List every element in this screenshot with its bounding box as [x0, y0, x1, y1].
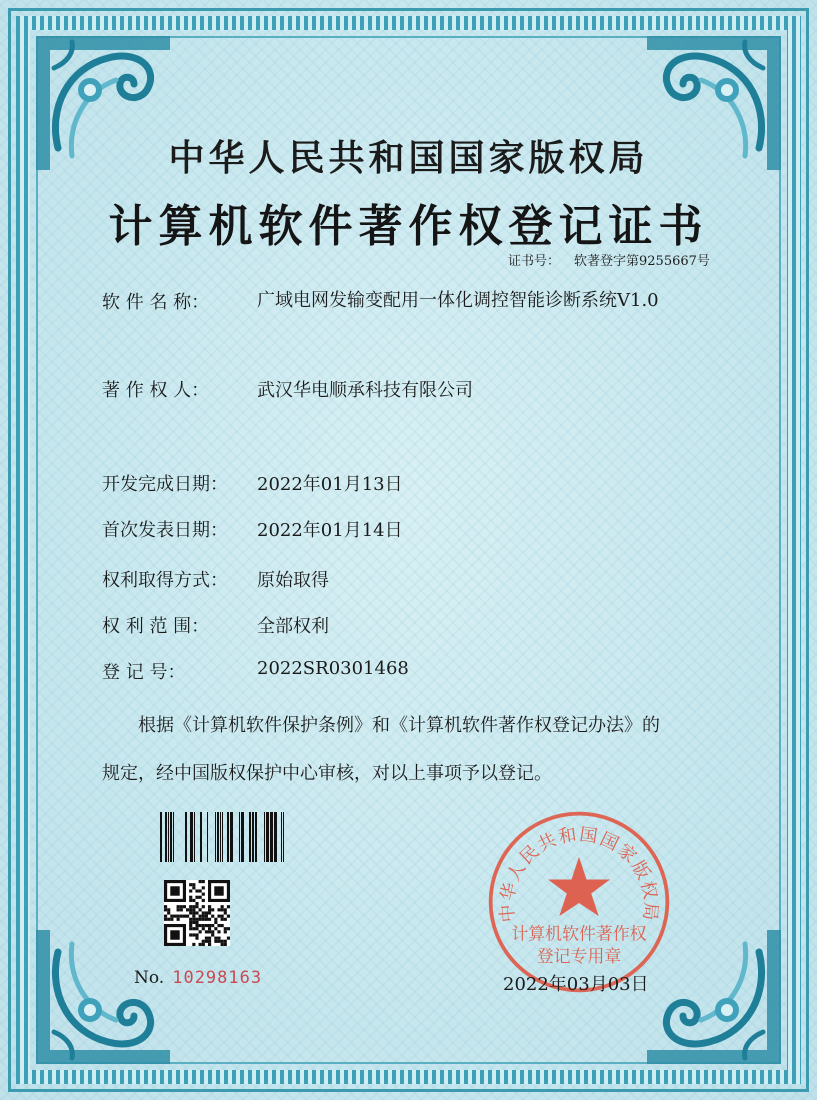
barcode-bar: [173, 812, 174, 862]
barcode-bar: [217, 812, 219, 862]
serial-number: [134, 968, 262, 988]
qr-module: [199, 915, 202, 918]
qr-module: [214, 937, 217, 940]
qr-module: [221, 943, 224, 946]
qr-module: [164, 918, 167, 921]
barcode-bar: [170, 812, 172, 862]
qr-module: [192, 899, 195, 902]
software-name-row: [102, 288, 677, 314]
barcode-bar: [264, 812, 265, 862]
qr-code-icon: [164, 880, 230, 946]
qr-module: [177, 915, 180, 918]
publish-date-row: [102, 516, 403, 542]
issue-date: 2022年03月03日: [503, 974, 649, 995]
qr-module: [167, 911, 170, 914]
barcode-bar: [239, 812, 240, 862]
qr-module: [211, 924, 214, 927]
qr-module: [224, 940, 227, 943]
barcode-bar: [266, 812, 269, 862]
qr-module: [202, 893, 205, 896]
registration-label: 登 记 号：: [102, 662, 186, 683]
owner-value: 武汉华电顺承科技有限公司: [257, 380, 473, 401]
qr-module: [195, 921, 198, 924]
qr-module: [189, 933, 192, 936]
qr-module: [192, 905, 195, 908]
qr-module: [192, 883, 195, 886]
qr-module: [224, 911, 227, 914]
qr-module: [183, 915, 186, 918]
qr-module: [214, 940, 217, 943]
qr-module: [170, 930, 179, 939]
owner-label: 著 作 权 人：: [102, 380, 210, 401]
qr-module: [195, 927, 198, 930]
qr-module: [217, 908, 220, 911]
qr-module: [227, 905, 230, 908]
barcode-bar: [220, 812, 221, 862]
qr-module: [224, 943, 227, 946]
qr-module: [189, 908, 192, 911]
barcode-bar: [252, 812, 254, 862]
qr-module: [202, 943, 205, 946]
barcode-bar: [241, 812, 244, 862]
qr-module: [205, 924, 208, 927]
barcode-bar: [274, 812, 277, 862]
qr-module: [199, 880, 202, 883]
qr-module: [214, 918, 217, 921]
qr-module: [189, 896, 192, 899]
qr-module: [189, 899, 192, 902]
qr-module: [202, 886, 205, 889]
qr-module: [208, 930, 211, 933]
qr-module: [189, 918, 192, 921]
dev-date-label: 开发完成日期：: [102, 474, 228, 495]
qr-module: [180, 905, 183, 908]
seal-line-2: 登记专用章: [536, 946, 622, 967]
qr-module: [164, 908, 167, 911]
qr-module: [205, 918, 208, 921]
barcode-bar: [185, 812, 187, 862]
qr-module: [199, 889, 202, 892]
qr-module: [205, 915, 208, 918]
qr-module: [224, 927, 227, 930]
software-name-label: 软 件 名 称：: [102, 292, 210, 313]
qr-module: [214, 886, 223, 895]
barcode-bar: [249, 812, 251, 862]
barcode-bar: [207, 812, 208, 862]
qr-module: [192, 921, 195, 924]
qr-module: [192, 908, 195, 911]
qr-module: [192, 933, 195, 936]
qr-module: [227, 915, 230, 918]
barcode-bar: [194, 812, 195, 862]
qr-module: [170, 918, 173, 921]
qr-module: [192, 911, 195, 914]
qr-module: [195, 889, 198, 892]
qr-module: [221, 940, 224, 943]
barcode-bar: [222, 812, 223, 862]
qr-module: [183, 905, 186, 908]
qr-module: [195, 902, 198, 905]
registration-row: [102, 658, 409, 684]
seal-line-1: 计算机软件著作权: [511, 923, 647, 944]
qr-module: [177, 908, 180, 911]
qr-module: [205, 911, 208, 914]
qr-module: [180, 915, 183, 918]
qr-module: [195, 905, 198, 908]
qr-module: [192, 918, 195, 921]
qr-module: [199, 918, 202, 921]
qr-module: [164, 915, 167, 918]
qr-module: [221, 915, 224, 918]
qr-module: [189, 924, 192, 927]
seal-star-icon: [548, 857, 610, 916]
issuer-title: 中华人民共和国国家版权局: [168, 137, 649, 179]
corner-ornament-icon: [28, 922, 178, 1072]
barcode-bar: [270, 812, 273, 862]
qr-module: [202, 918, 205, 921]
barcode-bar: [160, 812, 162, 862]
qr-module: [199, 908, 202, 911]
qr-module: [170, 915, 173, 918]
qr-module: [192, 927, 195, 930]
qr-module: [221, 924, 224, 927]
scope-row: [102, 612, 329, 638]
qr-module: [195, 896, 198, 899]
certificate-number: [508, 250, 710, 269]
qr-module: [195, 911, 198, 914]
qr-module: [208, 924, 211, 927]
qr-module: [202, 911, 205, 914]
qr-module: [177, 918, 180, 921]
qr-module: [199, 924, 202, 927]
qr-module: [189, 889, 192, 892]
qr-module: [224, 918, 227, 921]
qr-module: [189, 927, 192, 930]
acquire-value: 原始取得: [257, 570, 329, 591]
barcode-bar: [281, 812, 282, 862]
owner-row: [102, 376, 473, 402]
qr-module: [205, 940, 208, 943]
qr-module: [205, 937, 208, 940]
qr-module: [199, 930, 202, 933]
barcode-bar: [215, 812, 216, 862]
publish-date-value: 2022年01月14日: [257, 520, 403, 541]
certificate-number-value: 软著登字第9255667号: [574, 254, 710, 269]
statement-line-1: 根据《计算机软件保护条例》和《计算机软件著作权登记办法》的: [138, 715, 660, 736]
acquire-label: 权利取得方式：: [102, 570, 228, 591]
qr-module: [180, 908, 183, 911]
qr-module: [199, 943, 202, 946]
qr-module: [167, 908, 170, 911]
qr-module: [189, 921, 192, 924]
qr-module: [221, 905, 224, 908]
qr-module: [217, 940, 220, 943]
qr-module: [221, 908, 224, 911]
qr-module: [177, 905, 180, 908]
qr-module: [217, 915, 220, 918]
barcode-icon: [160, 812, 284, 862]
barcode-bar: [200, 812, 202, 862]
qr-module: [208, 905, 211, 908]
publish-date-label: 首次发表日期：: [102, 520, 228, 541]
barcode-bar: [283, 812, 284, 862]
qr-module: [221, 918, 224, 921]
barcode-bar: [165, 812, 167, 862]
qr-module: [224, 908, 227, 911]
qr-module: [173, 915, 176, 918]
qr-module: [227, 927, 230, 930]
qr-module: [208, 940, 211, 943]
qr-module: [224, 930, 227, 933]
official-seal-icon: [485, 808, 673, 996]
serial-label: No.: [134, 968, 165, 988]
qr-module: [227, 937, 230, 940]
scope-value: 全部权利: [257, 616, 329, 637]
qr-module: [208, 908, 211, 911]
dev-date-row: [102, 470, 403, 496]
qr-module: [217, 937, 220, 940]
qr-module: [214, 921, 217, 924]
serial-value: 10298163: [172, 968, 263, 988]
software-name-value: 广域电网发输变配用一体化调控智能诊断系统V1.0: [257, 290, 659, 311]
qr-module: [202, 940, 205, 943]
qr-module: [208, 937, 211, 940]
qr-module: [189, 883, 192, 886]
qr-module: [202, 915, 205, 918]
qr-module: [199, 896, 202, 899]
qr-module: [202, 924, 205, 927]
qr-module: [208, 943, 211, 946]
qr-module: [170, 886, 179, 895]
qr-module: [195, 933, 198, 936]
statement-line-2: 规定，经中国版权保护中心审核，对以上事项予以登记。: [102, 763, 552, 784]
qr-module: [211, 908, 214, 911]
qr-module: [189, 911, 192, 914]
barcode-bar: [255, 812, 257, 862]
scope-label: 权 利 范 围：: [102, 616, 210, 637]
barcode-bar: [230, 812, 233, 862]
barcode-bar: [168, 812, 169, 862]
qr-module: [195, 937, 198, 940]
qr-module: [217, 924, 220, 927]
qr-module: [189, 905, 192, 908]
certificate-number-label: 证书号：: [508, 254, 561, 269]
qr-module: [217, 930, 220, 933]
qr-module: [205, 930, 208, 933]
qr-module: [186, 908, 189, 911]
qr-module: [208, 927, 211, 930]
barcode-bar: [227, 812, 229, 862]
dev-date-value: 2022年01月13日: [257, 474, 403, 495]
qr-module: [164, 905, 167, 908]
registration-value: 2022SR0301468: [257, 658, 409, 679]
qr-module: [214, 927, 217, 930]
qr-module: [192, 915, 195, 918]
qr-module: [211, 930, 214, 933]
qr-module: [195, 924, 198, 927]
barcode-bar: [190, 812, 193, 862]
qr-module: [186, 915, 189, 918]
certificate-title: 计算机软件著作权登记证书: [108, 201, 709, 252]
qr-module: [202, 880, 205, 883]
qr-module: [208, 918, 211, 921]
qr-module: [202, 905, 205, 908]
qr-module: [211, 915, 214, 918]
qr-module: [195, 918, 198, 921]
qr-module: [192, 886, 195, 889]
qr-module: [202, 927, 205, 930]
qr-module: [167, 918, 170, 921]
acquire-row: [102, 566, 329, 592]
qr-module: [211, 933, 214, 936]
qr-module: [192, 943, 195, 946]
qr-module: [202, 899, 205, 902]
qr-module: [208, 911, 211, 914]
seal-ring-text: 中华人民共和国国家版权局: [496, 824, 662, 924]
